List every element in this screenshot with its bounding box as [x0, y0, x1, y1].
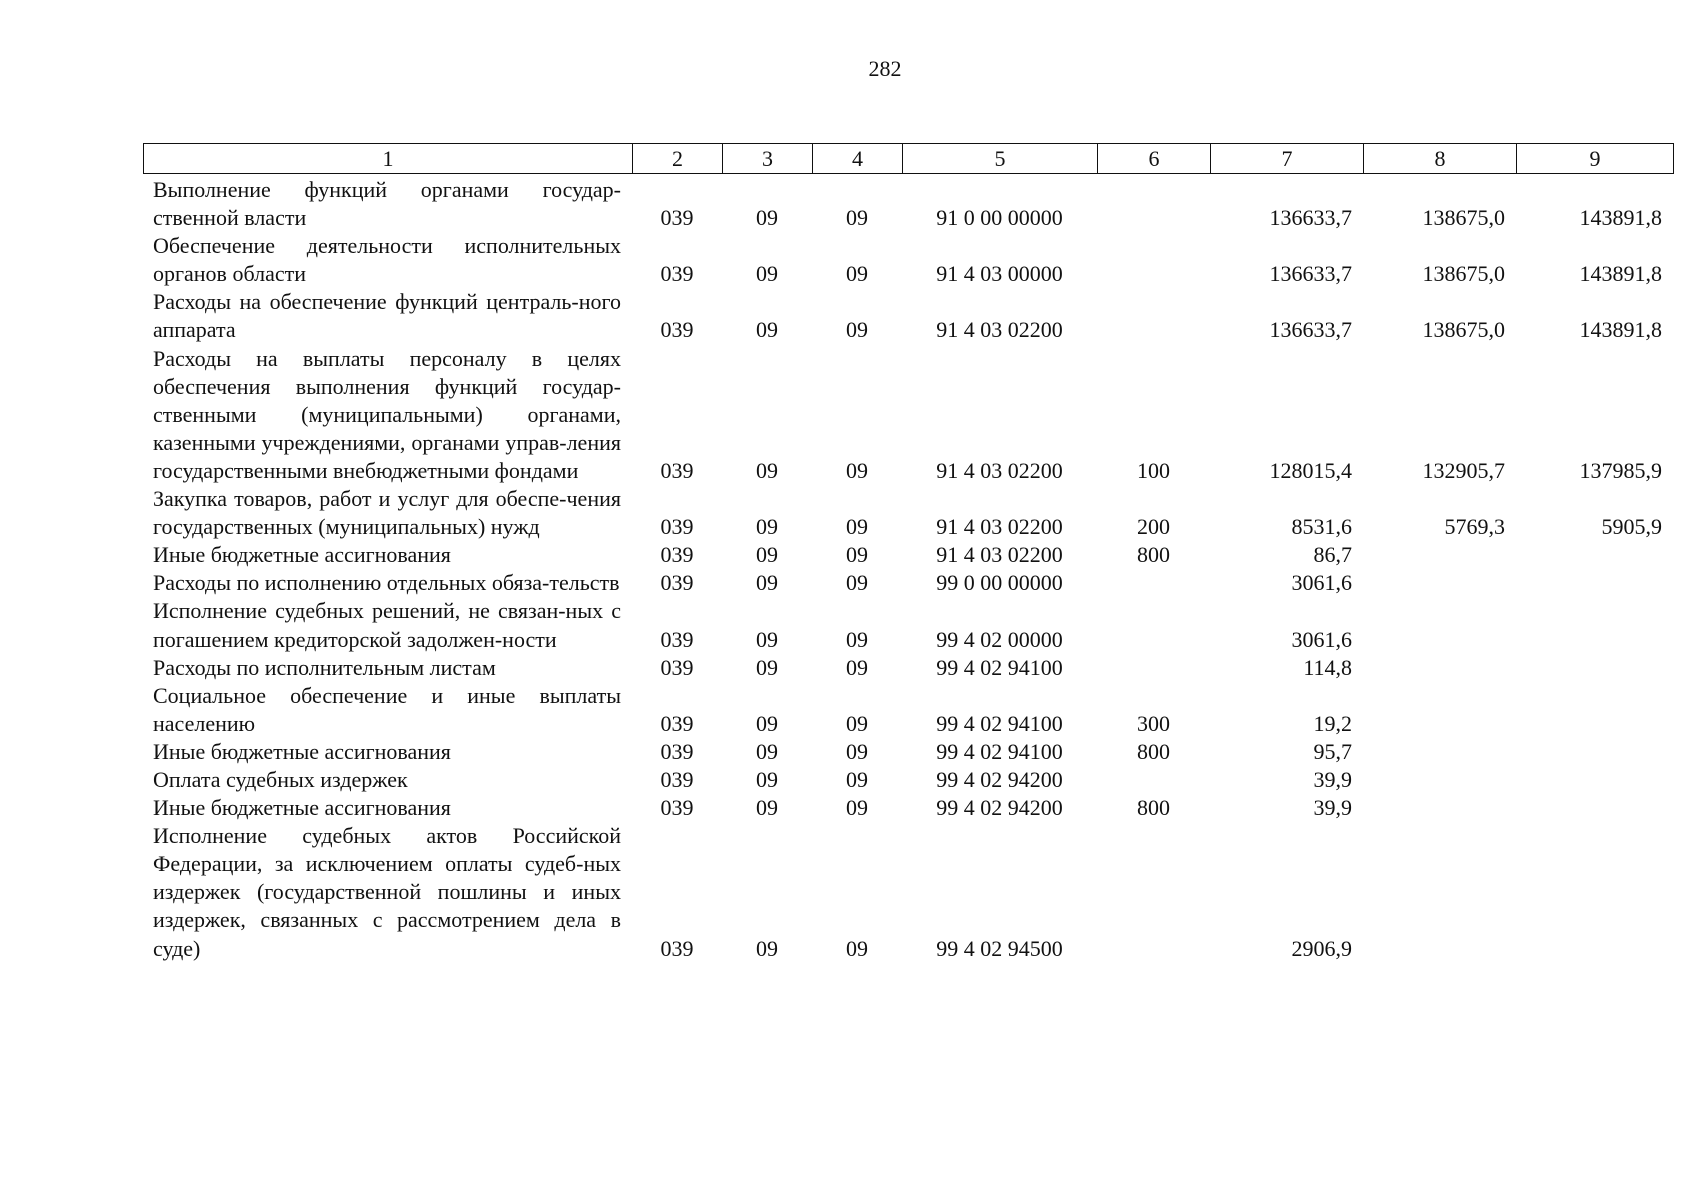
row-name: Расходы на выплаты персоналу в целях обеспечения выполнения функций государ-ственными (муниципальными) органами, казенными учреждениями, органами управ-ления государственными внебюджетными фондами: [153, 345, 621, 483]
row-code-subsection: 09: [846, 570, 868, 596]
row-code-section: 09: [756, 710, 778, 736]
column-header-row: [144, 144, 1674, 174]
row-code-subsection: 09: [846, 514, 868, 540]
row-amount-col7: 128015,4: [1269, 457, 1352, 483]
table-row: [143, 766, 1673, 794]
row-code-ministry: 039: [660, 570, 694, 596]
row-code-expense-type: 800: [1137, 795, 1170, 821]
row-code-target: 91 4 03 02200: [936, 457, 1063, 483]
row-code-expense-type: 200: [1137, 514, 1170, 540]
row-code-ministry: 039: [660, 542, 694, 568]
row-code-subsection: 09: [846, 542, 868, 568]
row-code-ministry: 039: [660, 626, 694, 652]
row-amount-col9: 143891,8: [1579, 261, 1662, 287]
table-row: [143, 176, 1673, 232]
row-amount-col9: 137985,9: [1579, 457, 1662, 483]
table-row: [143, 541, 1673, 569]
row-code-expense-type: 800: [1137, 738, 1170, 764]
row-amount-col8: 138675,0: [1422, 261, 1505, 287]
table-row: [143, 822, 1673, 962]
row-name: Иные бюджетные ассигнования: [153, 542, 451, 568]
row-name: Исполнение судебных решений, не связан-ных с погашением кредиторской задолжен-ности: [153, 598, 621, 652]
row-code-target: 99 4 02 94200: [936, 766, 1063, 792]
row-name: Обеспечение деятельности исполнительных органов области: [153, 233, 621, 287]
row-code-target: 99 4 02 00000: [936, 626, 1063, 652]
row-code-target: 91 4 03 02200: [936, 542, 1063, 568]
row-code-section: 09: [756, 935, 778, 961]
row-amount-col7: 136633,7: [1269, 261, 1352, 287]
row-code-section: 09: [756, 205, 778, 231]
row-amount-col7: 114,8: [1303, 654, 1352, 680]
row-name: Социальное обеспечение и иные выплаты населению: [153, 682, 621, 736]
row-name: Закупка товаров, работ и услуг для обеспе-чения государственных (муниципальных) нужд: [153, 486, 621, 540]
row-code-subsection: 09: [846, 626, 868, 652]
row-code-section: 09: [756, 261, 778, 287]
table-row: [143, 794, 1673, 822]
row-amount-col7: 2906,9: [1291, 935, 1352, 961]
column-header: 1: [144, 144, 633, 174]
table-row: [143, 288, 1673, 344]
row-amount-col7: 3061,6: [1291, 570, 1352, 596]
row-code-subsection: 09: [846, 457, 868, 483]
row-code-section: 09: [756, 317, 778, 343]
row-code-target: 99 4 02 94200: [936, 795, 1063, 821]
column-header: 7: [1211, 144, 1364, 174]
row-amount-col9: 143891,8: [1579, 317, 1662, 343]
page-number: 282: [868, 56, 902, 81]
budget-table-body: [143, 176, 1673, 963]
row-amount-col7: 136633,7: [1269, 205, 1352, 231]
column-header-table: [143, 143, 1674, 174]
row-code-ministry: 039: [660, 205, 694, 231]
row-code-subsection: 09: [846, 205, 868, 231]
row-code-target: 99 4 02 94100: [936, 738, 1063, 764]
row-code-section: 09: [756, 795, 778, 821]
row-code-target: 91 0 00 00000: [936, 205, 1063, 231]
row-amount-col7: 86,7: [1313, 542, 1352, 568]
row-amount-col9: 5905,9: [1601, 514, 1662, 540]
row-code-section: 09: [756, 514, 778, 540]
row-code-ministry: 039: [660, 795, 694, 821]
row-code-expense-type: 100: [1137, 457, 1170, 483]
row-code-target: 91 4 03 00000: [936, 261, 1063, 287]
row-code-subsection: 09: [846, 738, 868, 764]
table-row: [143, 569, 1673, 597]
table-row: [143, 738, 1673, 766]
row-name: Иные бюджетные ассигнования: [153, 795, 451, 821]
row-amount-col7: 136633,7: [1269, 317, 1352, 343]
row-name: Выполнение функций органами государ-ственной власти: [153, 177, 621, 231]
row-name: Расходы по исполнению отдельных обяза-тельств: [153, 570, 620, 596]
row-code-subsection: 09: [846, 710, 868, 736]
table-row: [143, 345, 1673, 485]
row-amount-col8: 138675,0: [1422, 317, 1505, 343]
row-amount-col8: 5769,3: [1444, 514, 1505, 540]
row-code-target: 99 4 02 94100: [936, 710, 1063, 736]
row-code-section: 09: [756, 457, 778, 483]
row-code-section: 09: [756, 738, 778, 764]
row-code-subsection: 09: [846, 317, 868, 343]
column-header: 6: [1098, 144, 1211, 174]
row-code-section: 09: [756, 570, 778, 596]
table-row: [143, 232, 1673, 288]
row-code-ministry: 039: [660, 261, 694, 287]
row-code-section: 09: [756, 766, 778, 792]
row-code-ministry: 039: [660, 766, 694, 792]
row-amount-col9: 143891,8: [1579, 205, 1662, 231]
row-code-target: 91 4 03 02200: [936, 317, 1063, 343]
column-header: 4: [813, 144, 903, 174]
row-code-section: 09: [756, 542, 778, 568]
row-code-expense-type: 800: [1137, 542, 1170, 568]
row-code-section: 09: [756, 626, 778, 652]
row-amount-col7: 39,9: [1313, 766, 1352, 792]
row-amount-col7: 3061,6: [1291, 626, 1352, 652]
row-code-ministry: 039: [660, 317, 694, 343]
row-name: Исполнение судебных актов Российской Федерации, за исключением оплаты судеб-ных издержек (государственной пошлины и иных издержек, связанных с рассмотрением дела в суде): [153, 823, 621, 961]
row-name: Расходы по исполнительным листам: [153, 654, 496, 680]
row-code-subsection: 09: [846, 261, 868, 287]
column-header: 2: [633, 144, 723, 174]
row-code-subsection: 09: [846, 795, 868, 821]
row-code-target: 99 4 02 94100: [936, 654, 1063, 680]
column-header: 8: [1364, 144, 1517, 174]
column-header: 9: [1517, 144, 1674, 174]
row-amount-col8: 132905,7: [1422, 457, 1505, 483]
row-code-subsection: 09: [846, 654, 868, 680]
row-code-ministry: 039: [660, 654, 694, 680]
row-name: Оплата судебных издержек: [153, 766, 408, 792]
row-code-subsection: 09: [846, 935, 868, 961]
column-header: 5: [903, 144, 1098, 174]
row-code-ministry: 039: [660, 514, 694, 540]
column-header: 3: [723, 144, 813, 174]
table-row: [143, 682, 1673, 738]
row-amount-col8: 138675,0: [1422, 205, 1505, 231]
row-amount-col7: 95,7: [1313, 738, 1352, 764]
row-code-target: 99 4 02 94500: [936, 935, 1063, 961]
row-code-target: 99 0 00 00000: [936, 570, 1063, 596]
row-code-section: 09: [756, 654, 778, 680]
row-code-target: 91 4 03 02200: [936, 514, 1063, 540]
row-amount-col7: 39,9: [1313, 795, 1352, 821]
row-code-ministry: 039: [660, 710, 694, 736]
row-name: Иные бюджетные ассигнования: [153, 738, 451, 764]
row-name: Расходы на обеспечение функций централь-ного аппарата: [153, 289, 621, 343]
row-code-ministry: 039: [660, 738, 694, 764]
row-code-subsection: 09: [846, 766, 868, 792]
table-row: [143, 485, 1673, 541]
row-code-ministry: 039: [660, 457, 694, 483]
row-code-ministry: 039: [660, 935, 694, 961]
table-row: [143, 654, 1673, 682]
table-row: [143, 597, 1673, 653]
row-code-expense-type: 300: [1137, 710, 1170, 736]
row-amount-col7: 8531,6: [1291, 514, 1352, 540]
row-amount-col7: 19,2: [1313, 710, 1352, 736]
